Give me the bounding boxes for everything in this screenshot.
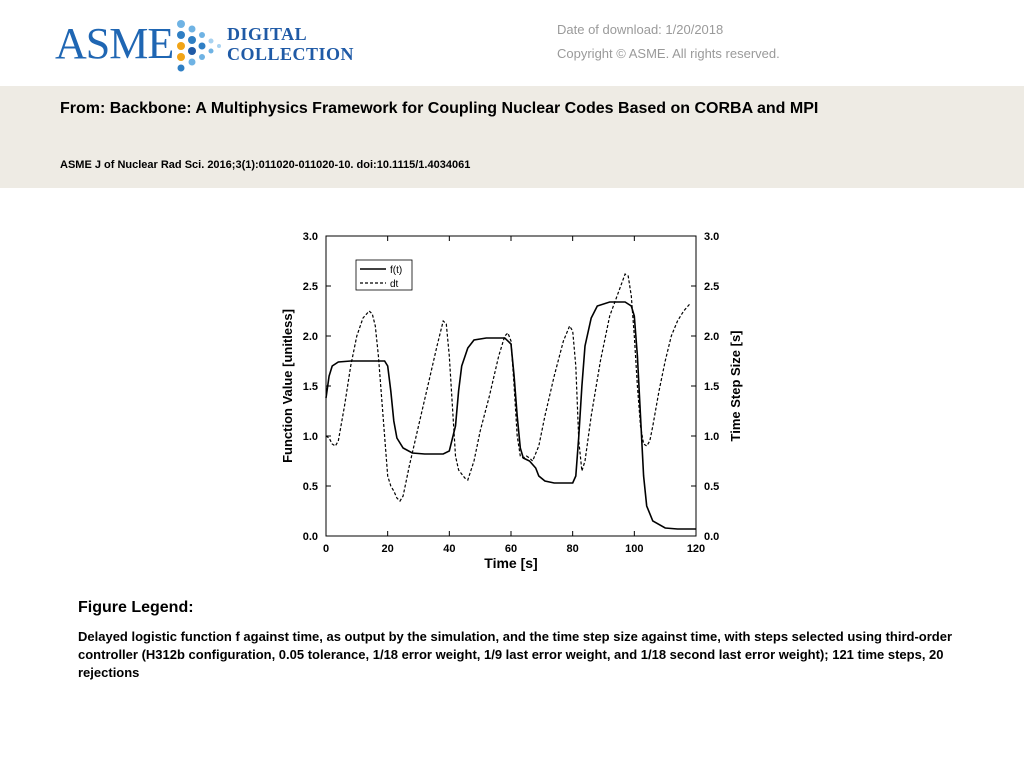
y-tick-label: 1.5 [302,381,318,393]
y-tick-label: 2.0 [302,331,318,343]
legend-box [356,260,412,290]
y2-tick-label: 1.0 [704,431,720,443]
logo-wordmark: ASME [55,19,174,68]
x-axis-label: Time [s] [484,555,538,571]
logo-text [227,24,354,64]
y-tick-label: 3.0 [302,231,318,243]
y2-tick-label: 1.5 [704,381,720,393]
x-tick-label: 0 [322,543,330,555]
legend-label-f: f(t) [390,265,403,276]
y2-tick-label: 3.0 [704,231,720,243]
figure-legend-text: Delayed logistic function f against time, as output by the simulation, and the time step size against time, with steps selected using third-order controller (H312b configuration, 0.05 tolerance, 1/18 error weight, 1/9 last error weight, and 1/18 second last error weight); 121 time steps, 20 rejections [78,629,953,680]
legend-label-dt: dt [390,279,399,290]
asme-digital-collection-logo [55,10,355,74]
logo-line-digital: DIGITAL [227,24,308,44]
article-citation: ASME J of Nuclear Rad Sci. 2016;3(1):011020-011020-10. doi:10.1115/1.4034061 [60,159,471,171]
article-title: From: Backbone: A Multiphysics Framework for Coupling Nuclear Codes Based on CORBA and MPI [60,100,819,117]
chart-legend [356,260,412,290]
x-tick-label: 20 [381,543,394,555]
series-line-dt [326,274,690,501]
y-tick-label: 0.0 [302,531,318,543]
y2-tick-label: 0.0 [704,531,720,543]
logo-line-collection: COLLECTION [227,44,355,64]
logo-dots-icon [175,16,225,72]
y2-tick-label: 2.0 [704,331,720,343]
y-tick-label: 2.5 [302,281,318,293]
x-tick-label: 100 [625,543,644,555]
y-tick-label: 0.5 [302,481,318,493]
x-tick-label: 60 [504,543,518,555]
x-tick-label: 80 [566,543,579,555]
y2-tick-label: 2.5 [704,281,720,293]
y-axis-label: Function Value [unitless] [280,309,295,463]
y2-axis-ticks [691,231,719,543]
x-tick-label: 120 [686,543,706,555]
x-tick-label: 40 [443,543,456,555]
copyright-notice: Copyright © ASME. All rights reserved. [557,46,780,61]
series-line-f [326,302,696,529]
y2-axis-label: Time Step Size [s] [728,330,743,442]
y2-tick-label: 0.5 [704,481,720,493]
figure-legend-heading: Figure Legend: [78,599,194,616]
download-date: Date of download: 1/20/2018 [557,22,724,37]
y-tick-label: 1.0 [302,431,318,443]
figure-chart [270,218,750,578]
